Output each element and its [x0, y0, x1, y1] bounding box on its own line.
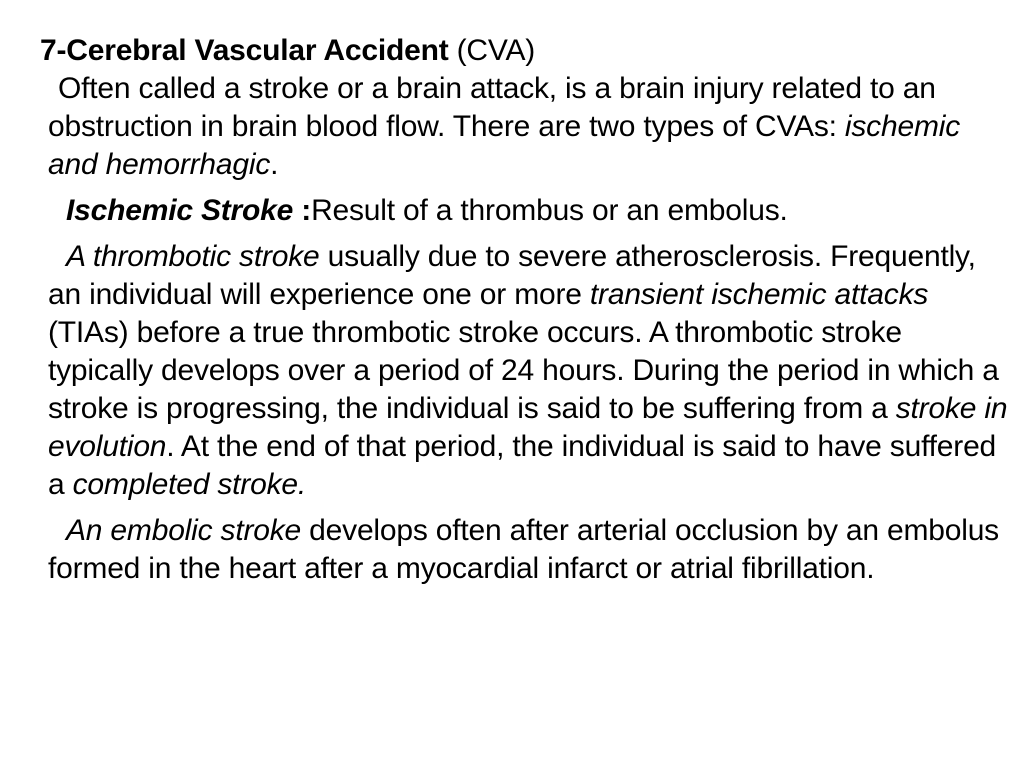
tia-term: transient ischemic attacks — [589, 278, 929, 311]
thrombotic-text-2: (TIAs) before a true thrombotic stroke occurs. A thrombotic stroke typically develops over a period of 24 hours. During the period in which a stroke is progressing, the individual is said to be suffering from a — [48, 316, 999, 425]
heading-normal: (CVA) — [448, 34, 536, 67]
heading-bold: 7-Cerebral Vascular Accident — [40, 34, 449, 67]
embolic-text: develops often after arterial occlusion by an embolus formed in the heart after a myocardial infarct or atrial fibrillation. — [48, 514, 999, 585]
thrombotic-text-1: usually due to severe atherosclerosis. Frequently, an individual will experience one or more — [48, 240, 976, 311]
thrombotic-text-3: . At the end of that period, the individual is said to have suffered a — [48, 430, 997, 501]
slide-heading — [40, 32, 1008, 70]
paragraph-thrombotic — [48, 238, 1008, 504]
paragraph-ischemic — [48, 192, 1008, 230]
embolic-term: An embolic stroke — [66, 514, 302, 547]
definition-types: ischemic and hemorrhagic — [48, 110, 961, 181]
thrombotic-term: A thrombotic stroke — [66, 240, 320, 273]
ischemic-colon: : — [293, 194, 312, 227]
completed-term: completed stroke. — [72, 468, 307, 501]
slide-content — [40, 32, 1008, 588]
ischemic-text: Result of a thrombus or an embolus. — [311, 194, 788, 227]
definition-text-1: Often called a stroke or a brain attack, is a brain injury related to an obstruction in brain blood flow. There are two types of CVAs: — [48, 72, 936, 143]
definition-text-2: . — [270, 148, 279, 181]
paragraph-definition — [48, 70, 1008, 184]
ischemic-label — [66, 194, 311, 227]
paragraph-embolic — [48, 512, 1008, 588]
ischemic-label-text: Ischemic Stroke — [66, 194, 294, 227]
evolution-term: stroke in evolution — [48, 392, 1008, 463]
